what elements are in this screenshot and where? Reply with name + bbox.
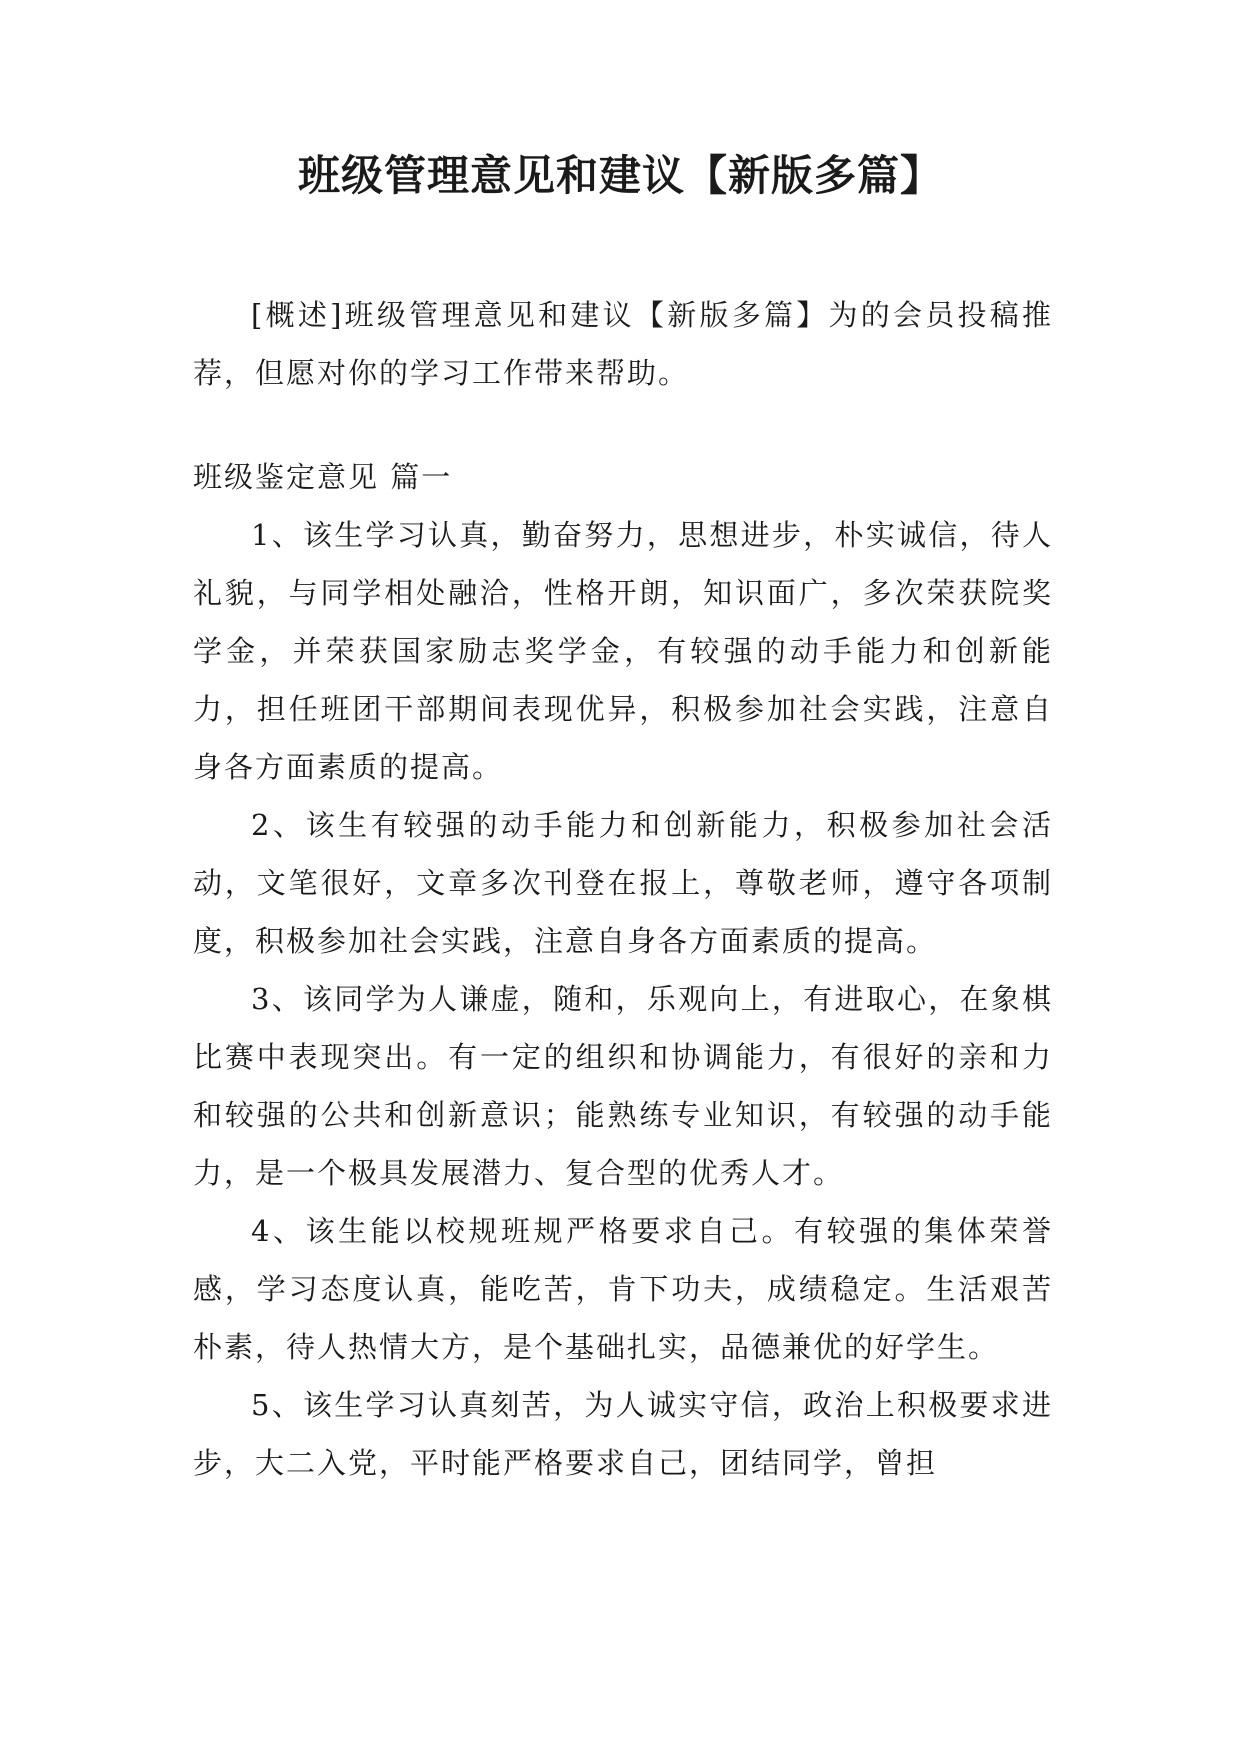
paragraph-4: 4、该生能以校规班规严格要求自己。有较强的集体荣誉感，学习态度认真，能吃苦，肯下功夫，成绩稳定。生活艰苦朴素，待人热情大方，是个基础扎实，品德兼优的好学生。 bbox=[193, 1214, 1053, 1364]
document-body bbox=[193, 286, 1053, 1492]
document-title: 班级管理意见和建议【新版多篇】 bbox=[297, 151, 943, 200]
section-heading: 班级鉴定意见 篇一 bbox=[193, 460, 453, 494]
paragraph-3: 3、该同学为人谦虚，随和，乐观向上，有进取心，在象棋比赛中表现突出。有一定的组织和协调能力，有很好的亲和力和较强的公共和创新意识；能熟练专业知识，有较强的动手能力，是一个极具发展潜力、复合型的优秀人才。 bbox=[193, 982, 1053, 1190]
summary-paragraph: [概述]班级管理意见和建议【新版多篇】为的会员投稿推荐，但愿对你的学习工作带来帮助。 bbox=[193, 298, 1053, 390]
paragraph-2: 2、该生有较强的动手能力和创新能力，积极参加社会活动，文笔很好，文章多次刊登在报上，尊敬老师，遵守各项制度，积极参加社会实践，注意自身各方面素质的提高。 bbox=[193, 808, 1053, 958]
paragraph-5: 5、该生学习认真刻苦，为人诚实守信，政治上积极要求进步，大二入党，平时能严格要求自己，团结同学，曾担 bbox=[193, 1388, 1053, 1480]
paragraph-1: 1、该生学习认真，勤奋努力，思想进步，朴实诚信，待人礼貌，与同学相处融洽，性格开朗，知识面广，多次荣获院奖学金，并荣获国家励志奖学金，有较强的动手能力和创新能力，担任班团干部期间表现优异，积极参加社会实践，注意自身各方面素质的提高。 bbox=[193, 518, 1053, 784]
